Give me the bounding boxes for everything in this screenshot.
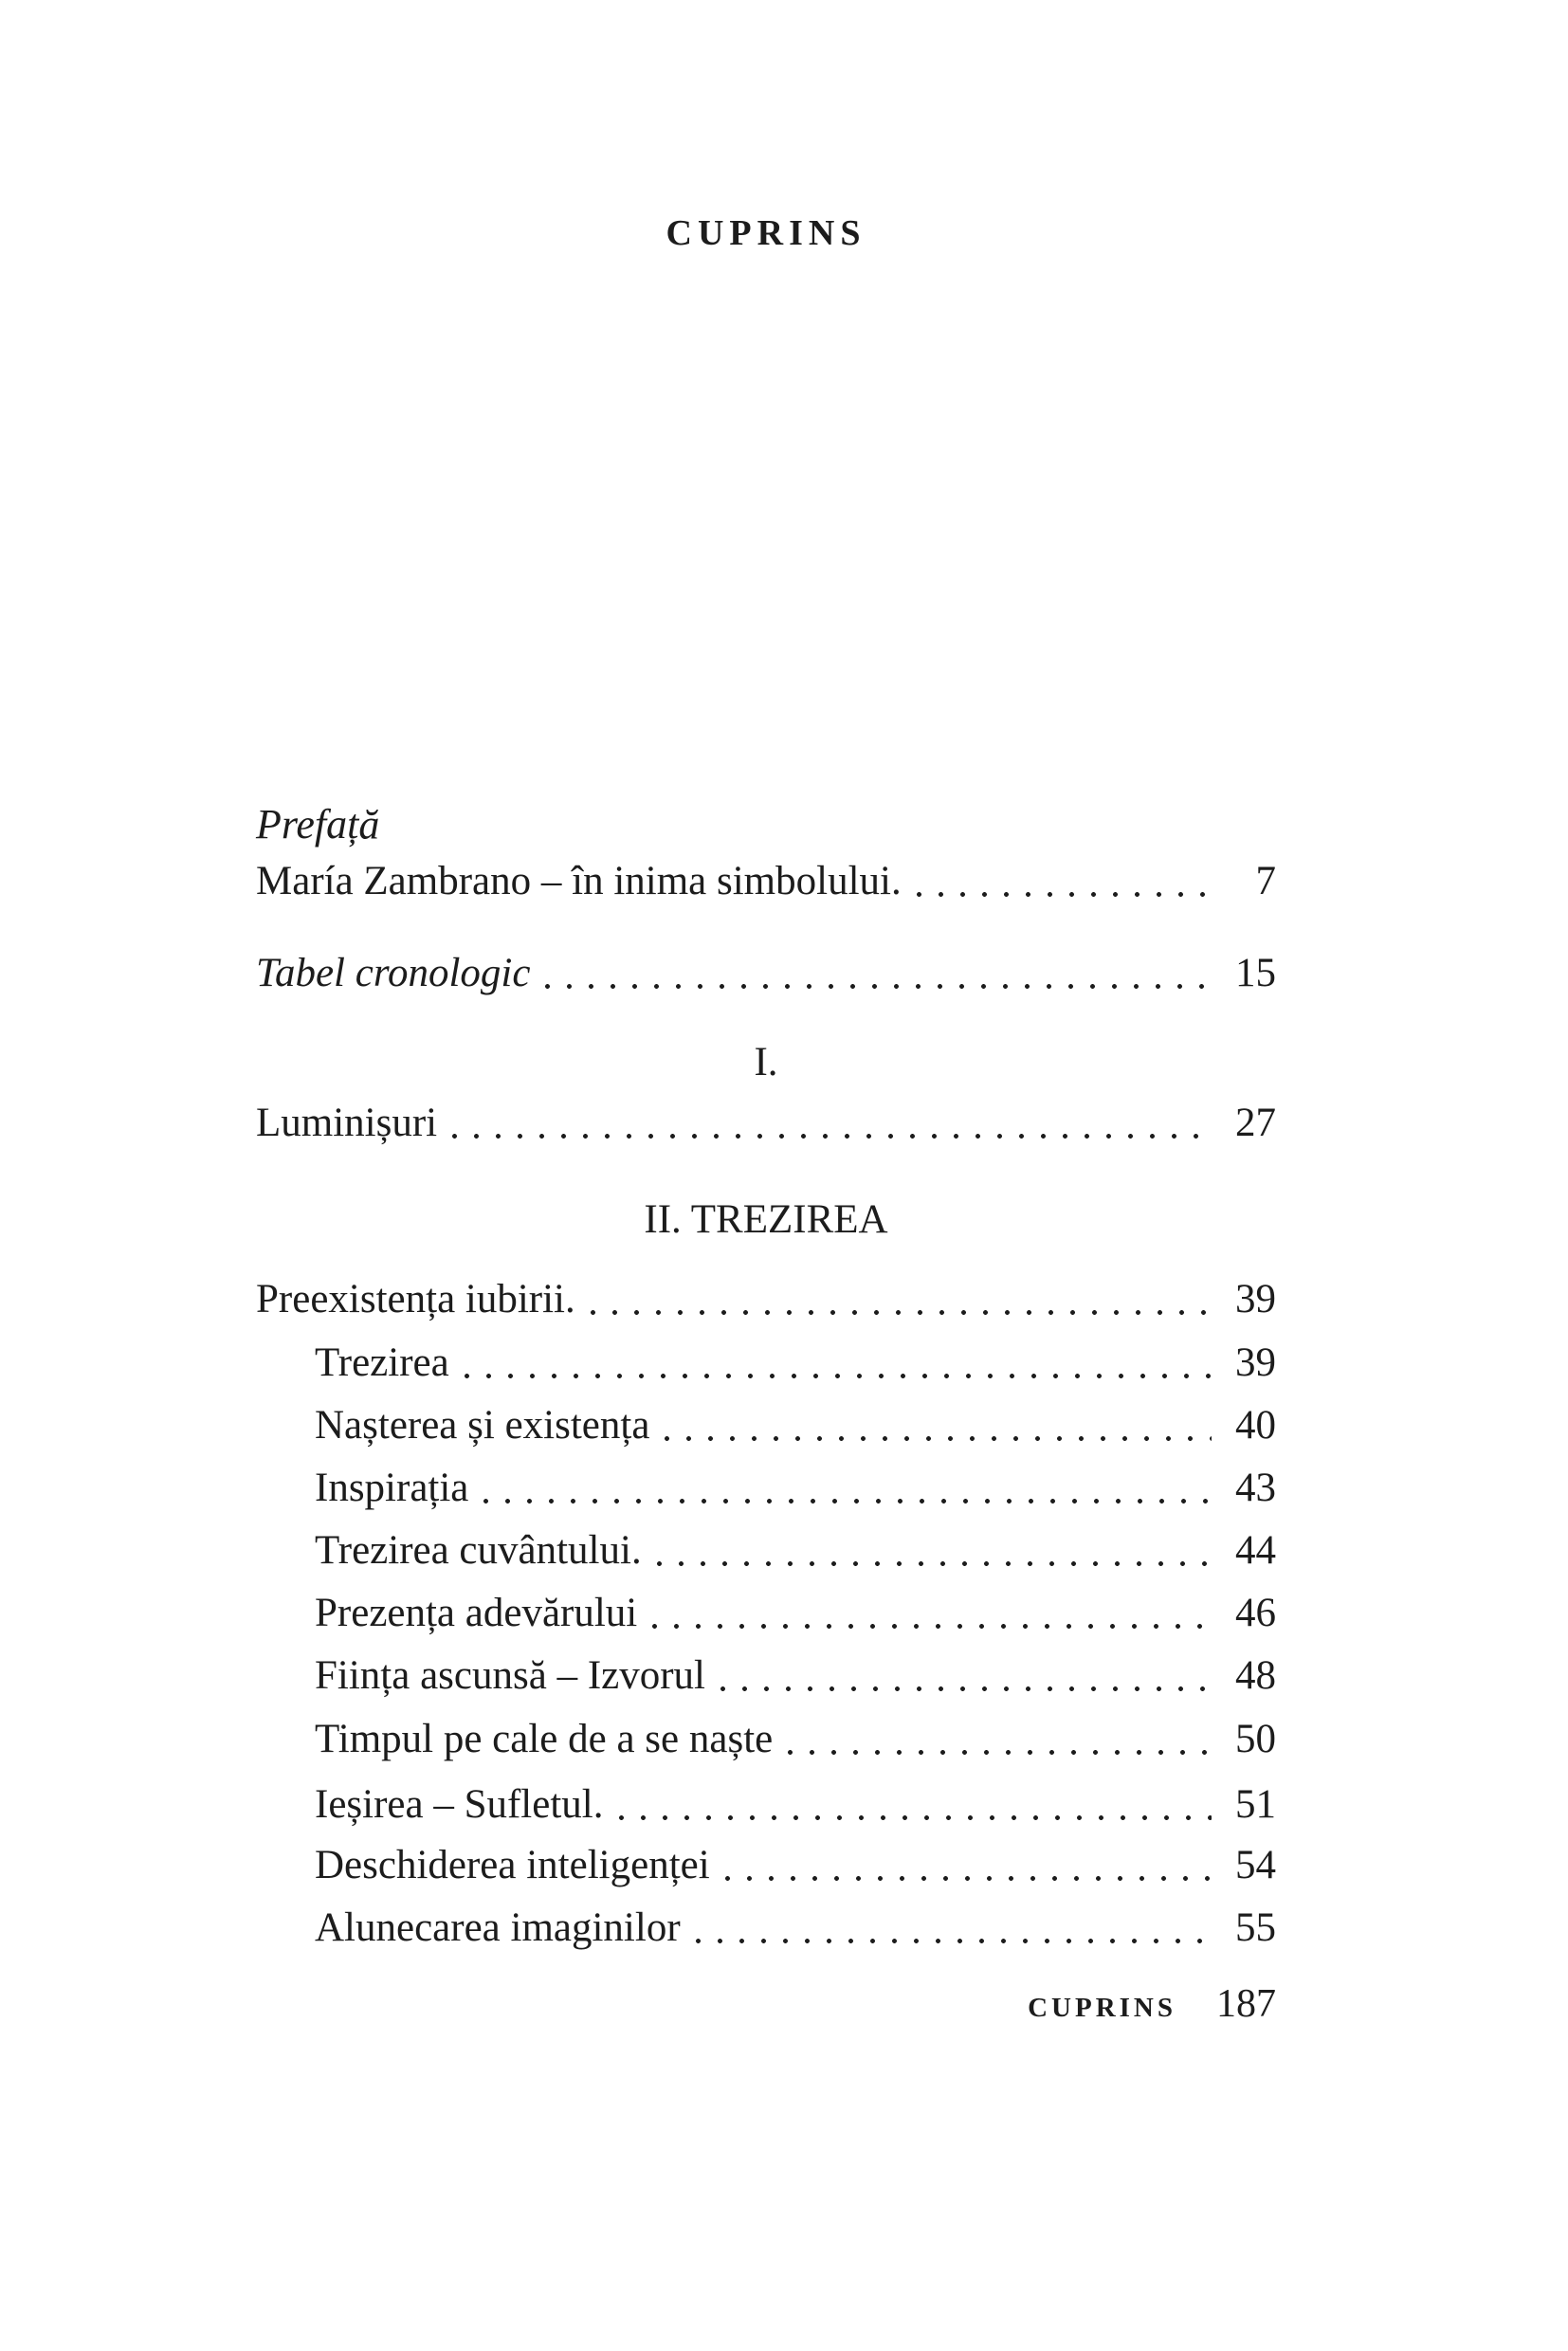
toc-entry-label: Timpul pe cale de a se naște [315,1717,774,1761]
leader-dots [459,1338,1212,1389]
toc-entry-label: Deschiderea inteligenței [315,1843,710,1887]
toc-entry [256,1463,1276,1514]
leader-dots [715,1650,1212,1702]
toc-entry [256,1525,1276,1576]
toc-entry [256,1588,1276,1639]
section-heading-one: I. [754,1040,778,1084]
toc-page-number: 39 [1235,1340,1276,1385]
toc-entry-label: Nașterea și existența [315,1403,650,1448]
toc-entry-label: Ieșirea – Sufletul. [315,1782,604,1827]
toc-entry [256,1098,1276,1149]
toc-entry [256,1840,1276,1891]
toc-entry [256,1400,1276,1451]
toc-entry-label: Luminișuri [256,1101,438,1145]
toc-page-number: 43 [1235,1466,1276,1510]
toc-entry-label: Trezirea cuvântului. [315,1528,642,1573]
toc-entry [256,856,1276,907]
toc-page-number: 7 [1255,859,1276,903]
leader-dots [539,948,1212,999]
toc-page-number: 46 [1235,1591,1276,1635]
toc-entry [256,1779,1276,1831]
toc-entry [256,1650,1276,1702]
footer-running-head: CUPRINS [1028,1993,1176,2023]
toc-page-number: 44 [1235,1528,1276,1573]
toc-page-number: 15 [1235,951,1276,995]
leader-dots [690,1903,1212,1954]
toc-page-number: 54 [1235,1843,1276,1887]
section-heading-two: II. TREZIREA [644,1197,888,1242]
toc-entry [256,1338,1276,1389]
toc-page-number: 48 [1235,1653,1276,1698]
leader-dots [720,1840,1212,1891]
leader-dots [659,1400,1212,1451]
leader-dots [478,1463,1212,1514]
toc-entry [256,948,1276,999]
page-title: CUPRINS [665,213,866,253]
toc-entry-label: Trezirea [315,1340,449,1385]
toc-entry-label: Preexistența iubirii. [256,1277,575,1321]
leader-dots [647,1588,1212,1639]
toc-entry-label: Inspirația [315,1466,469,1510]
toc-entry [256,1903,1276,1954]
leader-dots [585,1274,1212,1325]
leader-dots [447,1098,1212,1149]
toc-entry-label: Ființa ascunsă – Izvorul [315,1653,705,1698]
toc-entry-label: Tabel cronologic [256,951,531,995]
toc-page-number: 50 [1235,1717,1276,1761]
leader-dots [911,856,1212,907]
toc-entry [256,1274,1276,1325]
leader-dots [782,1714,1212,1765]
footer-page-number: 187 [1216,1982,1276,2026]
toc-entry [256,1714,1276,1765]
toc-entry-label: María Zambrano – în inima simbolului. [256,859,902,903]
toc-page-number: 40 [1235,1403,1276,1448]
toc-page-number: 27 [1235,1101,1276,1145]
leader-dots [651,1525,1212,1576]
toc-entry-label: Prezența adevărului [315,1591,638,1635]
toc-page-number: 55 [1235,1905,1276,1950]
toc-page-number: 39 [1235,1277,1276,1321]
toc-entry-label: Alunecarea imaginilor [315,1905,681,1950]
page-footer [256,1981,1276,2027]
section-heading-prefata: Prefață [256,801,380,847]
toc-page-number: 51 [1235,1782,1276,1827]
leader-dots [613,1779,1212,1831]
